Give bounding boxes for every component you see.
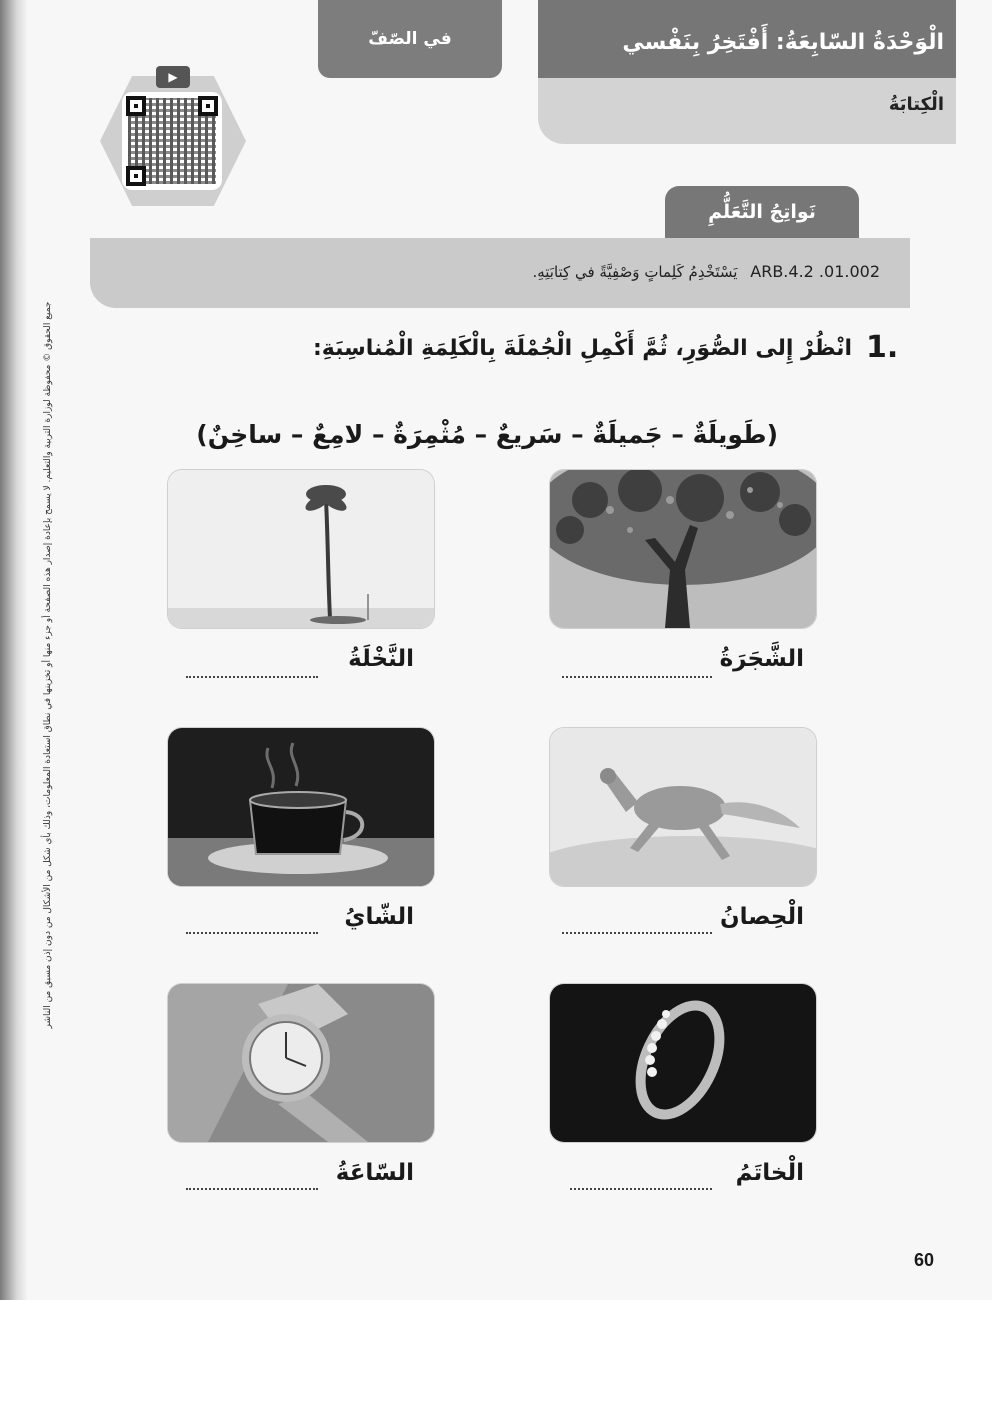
unit-title: الْوَحْدَةُ السّابِعَةُ: أَفْتَخِرُ بِنَفْسي	[622, 30, 944, 55]
question-instruction: انْظُرْ إِلى الصُّوَرِ، ثُمَّ أَكْمِلِ الْجُمْلَةَ بِالْكَلِمَةِ الْمُناسِبَةِ:	[312, 336, 852, 361]
answer-blank-tree[interactable]	[562, 676, 712, 678]
answer-blank-horse[interactable]	[562, 932, 712, 934]
copyright-side-note	[38, 300, 58, 1040]
answer-blank-watch[interactable]	[186, 1188, 318, 1190]
caption-horse: الْحِصانُ	[719, 904, 804, 930]
palm-tree-photo	[168, 470, 434, 628]
page-binding-shadow	[0, 0, 28, 1402]
learning-outcome	[532, 262, 880, 281]
caption-watch: السّاعَةُ	[335, 1160, 414, 1186]
tea-cup-photo	[168, 728, 434, 886]
qr-corner-marker	[198, 96, 218, 116]
page-margin-bottom	[0, 1300, 992, 1402]
section-label: الْكِتابَةُ	[888, 94, 944, 115]
caption-palm: النَّخْلَةُ	[348, 646, 414, 672]
qr-code[interactable]	[122, 92, 222, 190]
word-bank: (طَويلَةٌ – جَميلَةٌ – سَريعٌ – مُثْمِرَةٌ – لامِعٌ – ساخِنٌ)	[196, 420, 778, 449]
copyright-text: جميع الحقوق © محفوظة لوزارة التربية والتعليم. لا يسمح بإعادة إصدار هذه الصفحة أو جزء منها أو تخزينها في نطاق استعادة المعلومات، وذلك بأي شكل من الأشكال من دون إذن مسبق من الناشر	[43, 301, 53, 1029]
watch-photo	[168, 984, 434, 1142]
page-number: 60	[914, 1250, 935, 1270]
horse-photo	[550, 728, 816, 886]
caption-ring: الْخاتَمُ	[735, 1160, 804, 1186]
qr-code-block[interactable]	[100, 66, 246, 206]
video-clapper-icon: ▶	[156, 66, 190, 88]
learning-outcomes-tab: نَواتِجُ التَّعَلُّمِ	[665, 186, 859, 238]
answer-blank-tea[interactable]	[186, 932, 318, 934]
answer-blank-palm[interactable]	[186, 676, 318, 678]
class-tab: في الصّفّ	[318, 0, 502, 78]
answer-blank-ring[interactable]	[570, 1188, 712, 1190]
fruit-tree-photo	[550, 470, 816, 628]
caption-tree: الشَّجَرَةُ	[719, 646, 804, 672]
question-number: 1.	[866, 330, 899, 365]
outcome-code: ARB.4.2 .01.002	[750, 262, 880, 281]
caption-tea: الشّايُ	[344, 904, 414, 930]
ring-photo	[550, 984, 816, 1142]
qr-corner-marker	[126, 166, 146, 186]
outcome-description: يَسْتَخْدِمُ كَلِماتٍ وَصْفِيَّةً في كِتابَتِهِ.	[532, 263, 738, 281]
qr-corner-marker	[126, 96, 146, 116]
